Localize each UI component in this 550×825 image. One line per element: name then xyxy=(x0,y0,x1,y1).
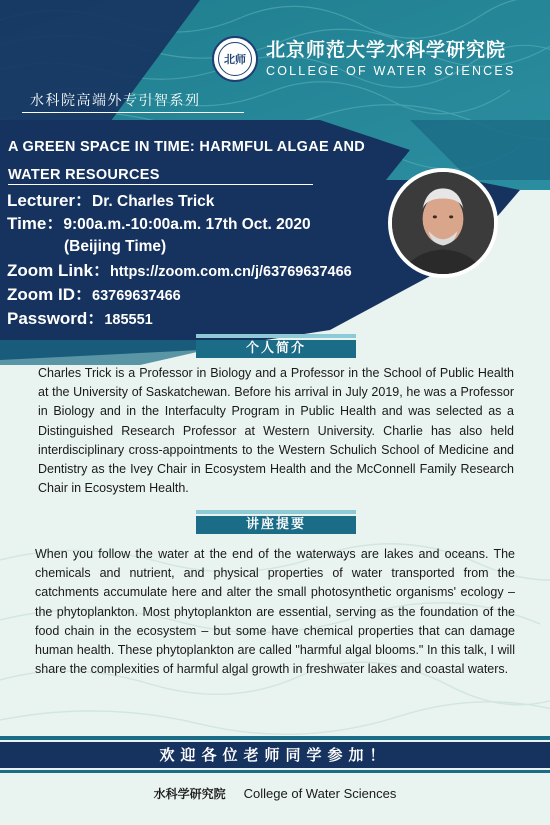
time-note: (Beijing Time) xyxy=(64,238,167,255)
college-logo xyxy=(212,36,515,82)
section-bar xyxy=(196,510,356,514)
university-name-cn: 北京师范大学水科学研究院 xyxy=(266,39,507,61)
divider xyxy=(22,112,244,113)
divider xyxy=(8,184,313,185)
bio-heading: 个人简介 xyxy=(196,340,356,358)
zoom-id-row: Zoom ID：63769637466 xyxy=(7,285,181,304)
footer-stripe xyxy=(0,736,550,740)
bio-text: Charles Trick is a Professor in Biology and a Professor in the School of Public Health at the University of Saskatchewan. Before his arrival in July 2019, he was a Professor in Biology and in the Interfaculty Program in Public Health and was selected as a Distinguished Research Professor at Western University. Charlie has also held interdisciplinary cross-appointments to the Western Schulich School of Medicine and Dentistry as the Ivey Chair in Ecosystem Health and the McConnell Family Research Chair in Ecosystem Health. xyxy=(38,366,514,496)
welcome-banner: 欢迎各位老师同学参加！ xyxy=(0,742,550,768)
lecture-series: 水科院高端外专引智系列 xyxy=(30,93,201,109)
abstract-heading: 讲座提要 xyxy=(196,516,356,534)
time-row: Time：9:00a.m.-10:00a.m. 17th Oct. 2020 xyxy=(7,214,311,233)
password-row: Password：185551 xyxy=(7,309,153,328)
portrait-icon xyxy=(392,172,494,274)
footer-organization: 水科学研究院 College of Water Sciences xyxy=(153,786,397,801)
lecturer-photo xyxy=(388,168,498,278)
zoom-link[interactable]: https://zoom.com.cn/j/63769637466 xyxy=(109,264,352,280)
college-name-en: COLLEGE OF WATER SCIENCES xyxy=(266,64,516,78)
section-bar xyxy=(196,334,356,338)
lecture-title: A GREEN SPACE IN TIME: HARMFUL ALGAE AND WATER RESOURCES xyxy=(8,139,366,183)
university-seal-icon: 北师 xyxy=(212,36,258,82)
lecturer-row: Lecturer：Dr. Charles Trick xyxy=(7,191,215,210)
zoom-link-row: Zoom Link：https://zoom.com.cn/j/63769637466 xyxy=(7,261,352,280)
abstract-text: When you follow the water at the end of the waterways are lakes and oceans. The chemicals and nutrient, and physical properties of water transported from the catchments accumulate here and alter the small photosynthetic organisms' ecology – the phytoplankton. Most phytoplankton are essential, serving as the foundation of the food chain in the ecosystem – but some have chemical properties that can damage human health. These phytoplankton are called "harmful algal blooms." In this talk, I will share the complexities of harmful algal growth in freshwater lakes and coastal waters. xyxy=(35,547,515,677)
footer-stripe xyxy=(0,770,550,773)
